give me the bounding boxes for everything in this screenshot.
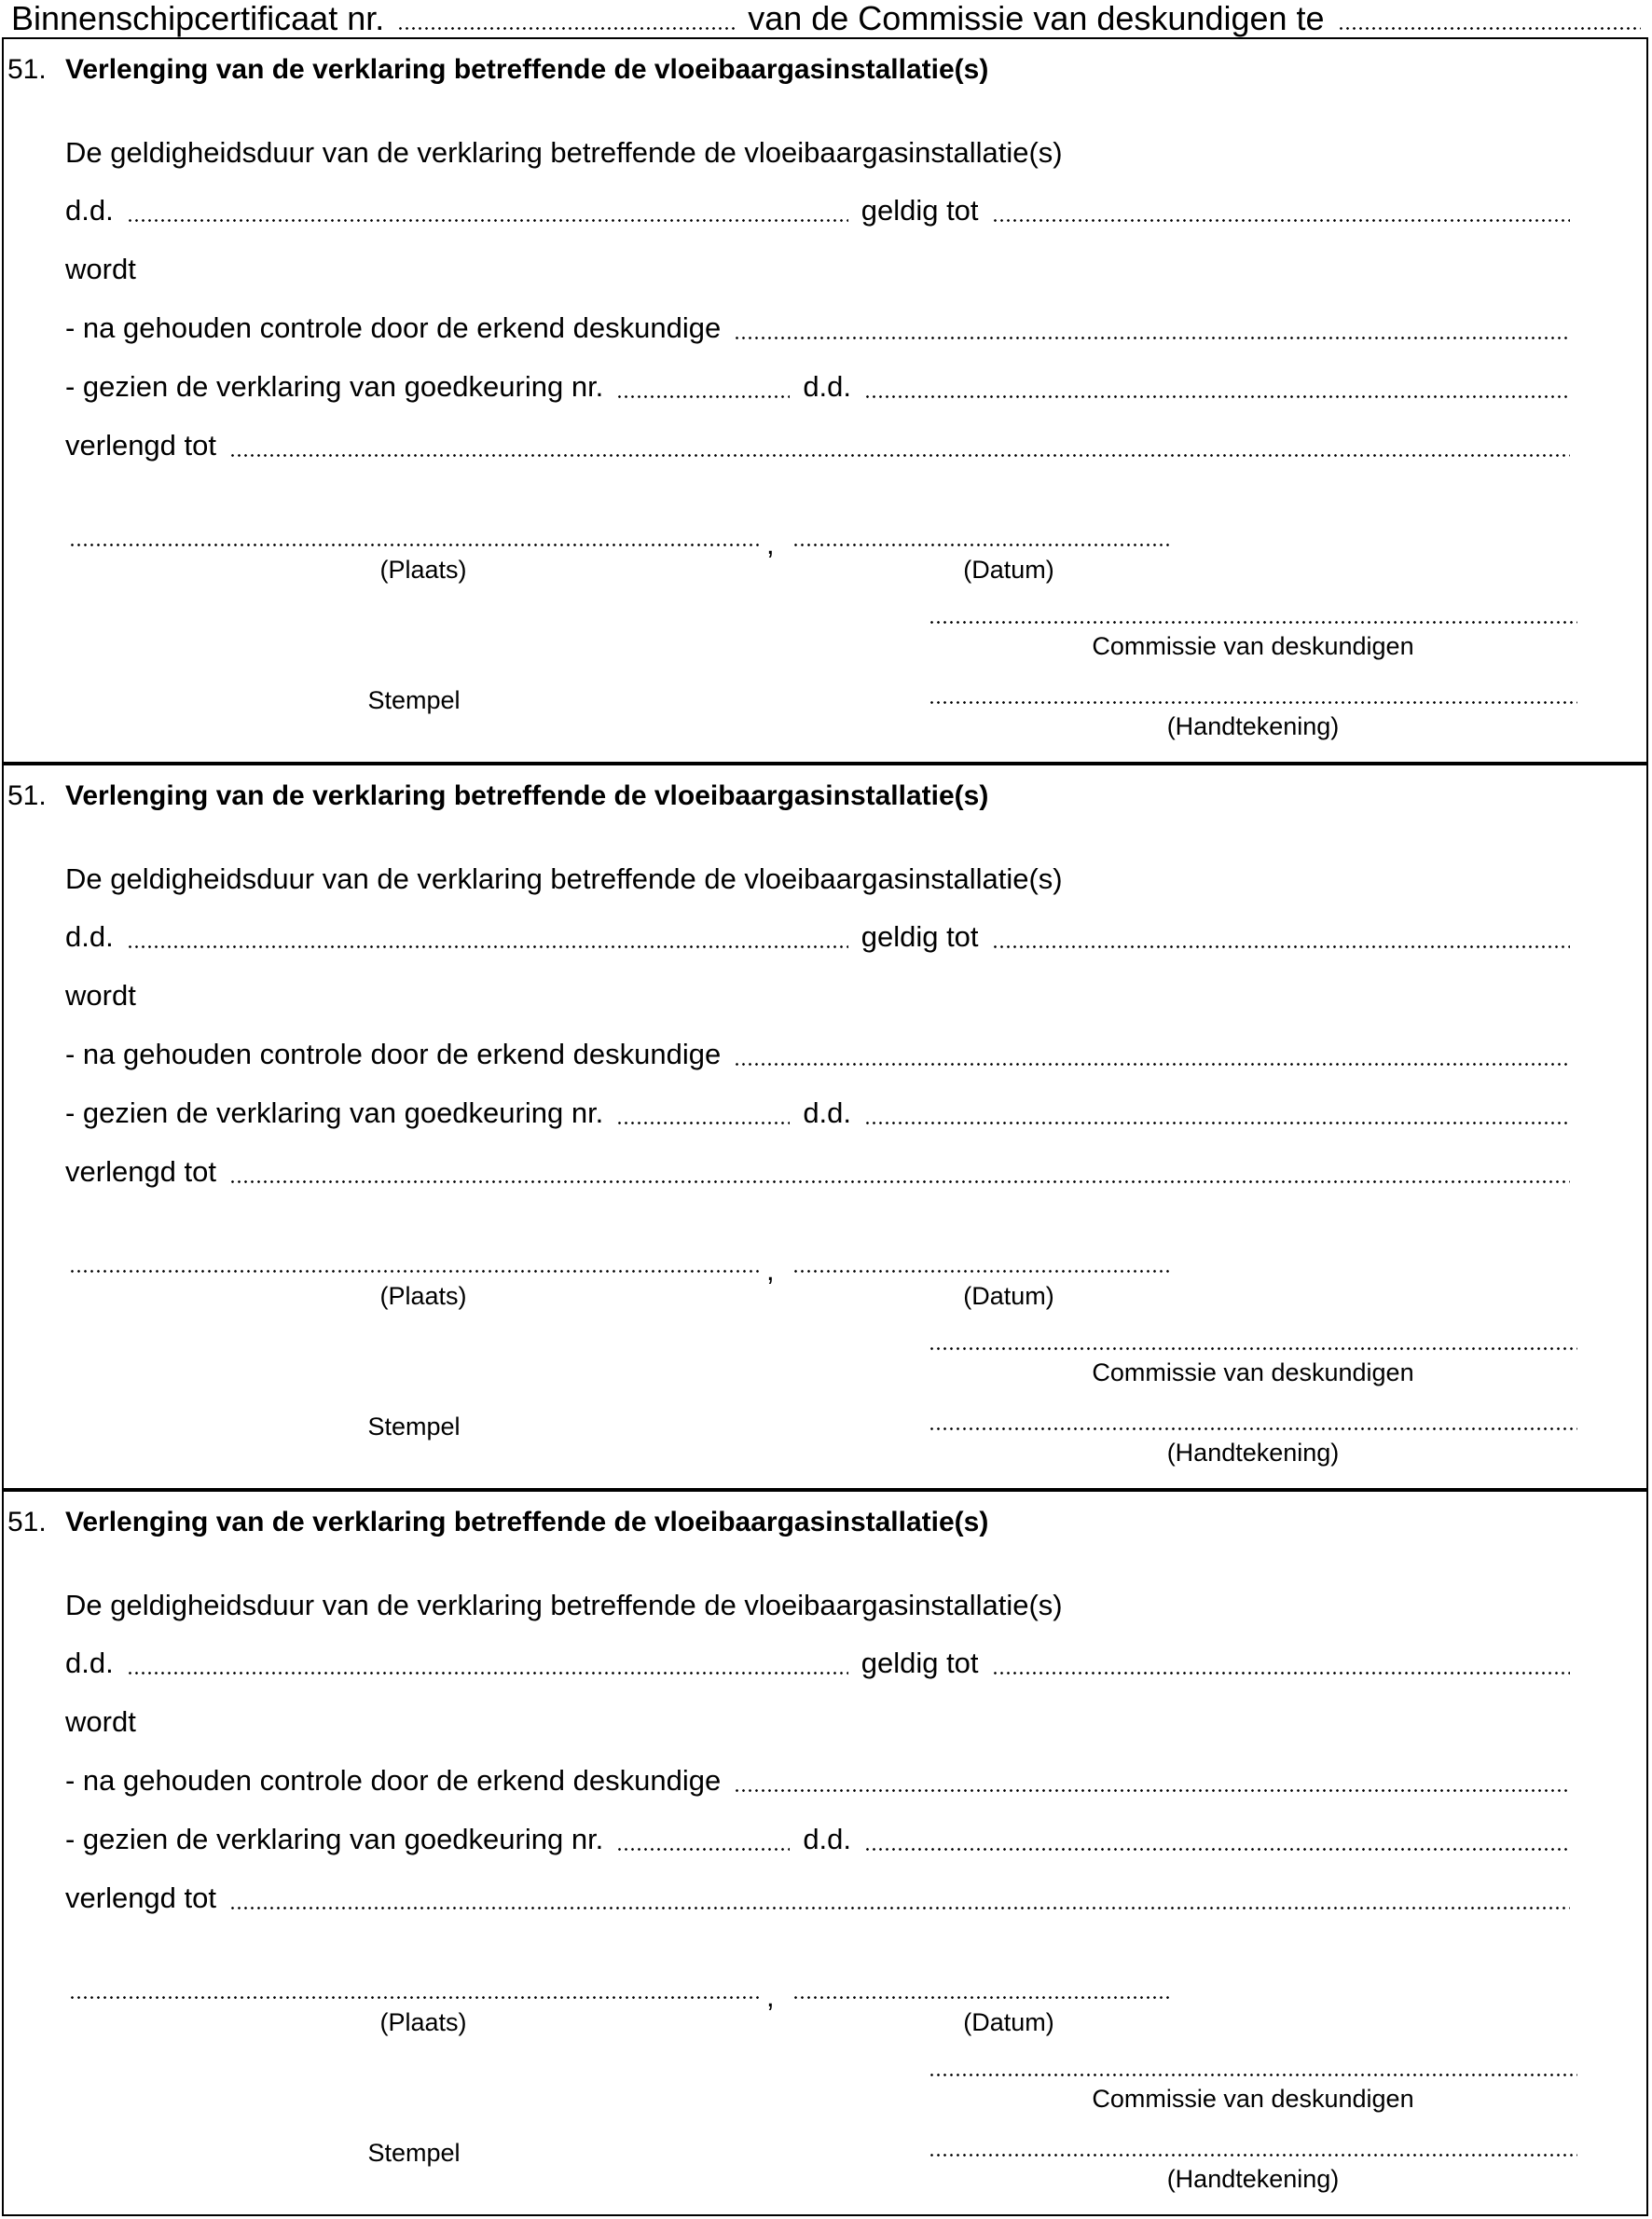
date-label: (Datum) bbox=[963, 556, 1054, 584]
inspection-field[interactable] bbox=[734, 1789, 1570, 1792]
comma: , bbox=[766, 528, 775, 560]
inspection-line bbox=[65, 1764, 1576, 1798]
approval-dd-field[interactable] bbox=[864, 395, 1570, 398]
approval-dd-label: d.d. bbox=[803, 1823, 852, 1855]
date-field[interactable] bbox=[792, 544, 1173, 546]
valid-until-field[interactable] bbox=[992, 945, 1570, 948]
dd-label: d.d. bbox=[65, 920, 114, 953]
section-number: 51. bbox=[7, 780, 47, 811]
comma: , bbox=[766, 1254, 775, 1287]
extended-until-field[interactable] bbox=[229, 1907, 1570, 1909]
wordt-text: wordt bbox=[65, 979, 136, 1012]
validity-line bbox=[65, 194, 1576, 227]
approval-line bbox=[65, 1823, 1576, 1856]
extension-section-1 bbox=[2, 37, 1648, 764]
inspection-line bbox=[65, 1038, 1576, 1071]
extended-label: verlengd tot bbox=[65, 1155, 216, 1188]
place-label: (Plaats) bbox=[379, 2008, 467, 2036]
extended-label: verlengd tot bbox=[65, 429, 216, 462]
wordt-line bbox=[65, 979, 1576, 1013]
signature-field[interactable] bbox=[929, 1427, 1577, 1430]
approval-dd-label: d.d. bbox=[803, 1096, 852, 1129]
place-field[interactable] bbox=[69, 1270, 761, 1273]
certificate-header bbox=[11, 0, 1641, 37]
valid-until-label: geldig tot bbox=[860, 920, 979, 953]
wordt-text: wordt bbox=[65, 1705, 136, 1738]
extended-line bbox=[65, 1155, 1576, 1189]
approval-dd-field[interactable] bbox=[864, 1848, 1570, 1851]
extension-section-3 bbox=[2, 1490, 1648, 2216]
extension-section-2 bbox=[2, 764, 1648, 1490]
commission-label: Commissie van deskundigen bbox=[1092, 1358, 1414, 1386]
intro-line bbox=[65, 136, 1576, 170]
approval-label: - gezien de verklaring van goedkeuring nr. bbox=[65, 1096, 604, 1129]
signature-label: (Handtekening) bbox=[1166, 712, 1340, 740]
commission-label: Commissie van deskundigen bbox=[1092, 2085, 1414, 2113]
approval-dd-label: d.d. bbox=[803, 370, 852, 403]
approval-dd-field[interactable] bbox=[864, 1122, 1570, 1124]
section-title: Verlenging van de verklaring betreffende de vloeibaargasinstallatie(s) bbox=[65, 780, 989, 811]
valid-until-label: geldig tot bbox=[860, 1647, 979, 1679]
commission-field[interactable] bbox=[929, 1347, 1577, 1350]
intro-line bbox=[65, 862, 1576, 896]
extended-until-field[interactable] bbox=[229, 1180, 1570, 1183]
stamp-label: Stempel bbox=[367, 1413, 461, 1440]
inspection-line bbox=[65, 311, 1576, 345]
extended-until-field[interactable] bbox=[229, 454, 1570, 457]
intro-text: De geldigheidsduur van de verklaring betreffende de vloeibaargasinstallatie(s) bbox=[65, 862, 1063, 895]
section-number: 51. bbox=[7, 1507, 47, 1537]
certificate-number-label: Binnenschipcertificaat nr. bbox=[11, 0, 385, 37]
intro-text: De geldigheidsduur van de verklaring betreffende de vloeibaargasinstallatie(s) bbox=[65, 1589, 1063, 1621]
comma: , bbox=[766, 1980, 775, 2013]
validity-line bbox=[65, 920, 1576, 954]
commission-field[interactable] bbox=[929, 2074, 1577, 2076]
inspection-field[interactable] bbox=[734, 1063, 1570, 1066]
wordt-text: wordt bbox=[65, 253, 136, 285]
approval-line bbox=[65, 1096, 1576, 1130]
signature-label: (Handtekening) bbox=[1166, 1439, 1340, 1467]
approval-label: - gezien de verklaring van goedkeuring nr. bbox=[65, 370, 604, 403]
inspection-label: - na gehouden controle door de erkend deskundige bbox=[65, 1764, 722, 1797]
section-number: 51. bbox=[7, 54, 47, 85]
approval-line bbox=[65, 370, 1576, 404]
dd-field[interactable] bbox=[127, 219, 848, 222]
signature-field[interactable] bbox=[929, 701, 1577, 704]
approval-number-field[interactable] bbox=[616, 1122, 790, 1124]
signature-label: (Handtekening) bbox=[1166, 2165, 1340, 2193]
extended-line bbox=[65, 429, 1576, 462]
inspection-field[interactable] bbox=[734, 337, 1570, 339]
wordt-line bbox=[65, 1705, 1576, 1739]
approval-label: - gezien de verklaring van goedkeuring nr. bbox=[65, 1823, 604, 1855]
commission-location-field[interactable] bbox=[1338, 27, 1641, 30]
extended-label: verlengd tot bbox=[65, 1881, 216, 1914]
stamp-label: Stempel bbox=[367, 2139, 461, 2167]
valid-until-field[interactable] bbox=[992, 219, 1570, 222]
signature-field[interactable] bbox=[929, 2154, 1577, 2157]
place-label: (Plaats) bbox=[379, 1282, 467, 1310]
validity-line bbox=[65, 1647, 1576, 1680]
valid-until-field[interactable] bbox=[992, 1672, 1570, 1675]
dd-field[interactable] bbox=[127, 945, 848, 948]
intro-line bbox=[65, 1589, 1576, 1622]
stamp-label: Stempel bbox=[367, 686, 461, 714]
inspection-label: - na gehouden controle door de erkend deskundige bbox=[65, 1038, 722, 1070]
certificate-number-field[interactable] bbox=[397, 27, 735, 30]
place-field[interactable] bbox=[69, 544, 761, 546]
place-label: (Plaats) bbox=[379, 556, 467, 584]
place-field[interactable] bbox=[69, 1996, 761, 1999]
wordt-line bbox=[65, 253, 1576, 286]
extended-line bbox=[65, 1881, 1576, 1915]
date-label: (Datum) bbox=[963, 1282, 1054, 1310]
inspection-label: - na gehouden controle door de erkend deskundige bbox=[65, 311, 722, 344]
commission-location-label: van de Commissie van deskundigen te bbox=[748, 0, 1325, 37]
section-title: Verlenging van de verklaring betreffende de vloeibaargasinstallatie(s) bbox=[65, 54, 989, 85]
commission-label: Commissie van deskundigen bbox=[1092, 632, 1414, 660]
date-label: (Datum) bbox=[963, 2008, 1054, 2036]
commission-field[interactable] bbox=[929, 621, 1577, 624]
dd-label: d.d. bbox=[65, 194, 114, 227]
date-field[interactable] bbox=[792, 1996, 1173, 1999]
dd-field[interactable] bbox=[127, 1672, 848, 1675]
dd-label: d.d. bbox=[65, 1647, 114, 1679]
intro-text: De geldigheidsduur van de verklaring betreffende de vloeibaargasinstallatie(s) bbox=[65, 136, 1063, 169]
approval-number-field[interactable] bbox=[616, 1848, 790, 1851]
approval-number-field[interactable] bbox=[616, 395, 790, 398]
date-field[interactable] bbox=[792, 1270, 1173, 1273]
section-title: Verlenging van de verklaring betreffende de vloeibaargasinstallatie(s) bbox=[65, 1507, 989, 1537]
valid-until-label: geldig tot bbox=[860, 194, 979, 227]
